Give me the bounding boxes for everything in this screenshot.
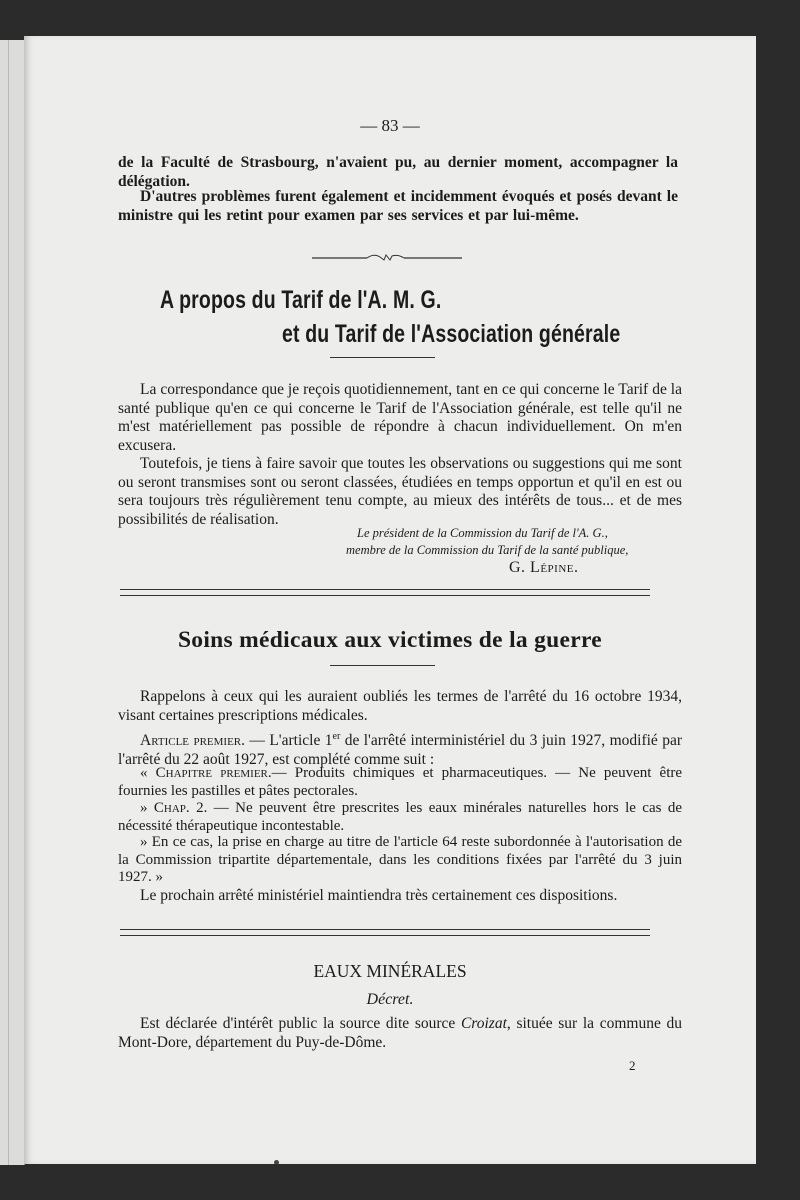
section1-paragraph-2 (118, 455, 682, 529)
section2-title-underline (330, 665, 435, 666)
intro-paragraph-2 (118, 187, 678, 225)
title-underline (330, 357, 435, 358)
adjacent-page-edge (0, 40, 25, 1165)
prise-en-charge-text: » En ce cas, la prise en charge au titre de l'article 64 reste subordonnée à l'autorisation de la Commission tripartite départementale, dans les conditions fixées par l'arrêté du 3 juin 1927. » (118, 834, 682, 885)
section2-title: Soins médicaux aux victimes de la guerre (177, 627, 603, 653)
article-text-b: de l'arrêté interministériel du 3 juin 1927, modifié par l'arrêté du 22 août 1927, est complété comme suit : (118, 732, 682, 768)
chapter-1-prefix: « (140, 765, 156, 781)
section1-paragraph-2-text: Toutefois, je tiens à faire savoir que toutes les observations ou suggestions qui me sont ou seront transmises sont ou seront classées, étudiées en temps opportun et qu'il en est ou sera toujours très régulièrement tenu compte, au mieux des intérêts de tous... et de mes possibilités de réalisation. (118, 455, 682, 528)
signature-title-2: membre de la Commission du Tarif de la santé publique, (346, 543, 629, 557)
signature-mark: 2 (629, 1058, 636, 1073)
page-number: — 83 — (360, 116, 420, 135)
section3-paragraph (118, 1015, 682, 1052)
section3-title: EAUX MINÉRALES (313, 961, 467, 981)
chapter-2-label: Chap. 2. (153, 800, 208, 816)
ornament-divider (312, 252, 462, 262)
section1-title-line2: et du Tarif de l'Association générale (282, 320, 621, 348)
section1-title-line1: A propos du Tarif de l'A. M. G. (160, 286, 442, 314)
section3-text-a: Est déclarée d'intérêt public la source dite source (140, 1015, 461, 1032)
chapter-2-prefix: » (140, 800, 154, 816)
section3-source-name: Croizat (460, 1015, 507, 1032)
section3-text-b: , située sur la commune du Mont-Dore, département du Puy-de-Dôme. (118, 1015, 683, 1051)
article-superscript: er (332, 731, 341, 742)
section1-paragraph-1 (118, 381, 682, 455)
section2-paragraph-1 (118, 688, 682, 725)
article-premier-paragraph (118, 728, 682, 769)
prise-en-charge-paragraph (118, 834, 682, 887)
signature-name: G. Lépine. (509, 559, 579, 576)
intro-paragraph-2-text: D'autres problèmes furent également et incidemment évoqués et posés devant le ministre qui les retint pour examen par ses services et par lui-même. (118, 188, 678, 224)
article-label: Article premier. (140, 732, 245, 750)
section2-paragraph-1-text: Rappelons à ceux qui les auraient oubliés les termes de l'arrêté du 16 octobre 1934, visant certaines prescriptions médicales. (118, 688, 682, 724)
section1-paragraph-1-text: La correspondance que je reçois quotidiennement, tant en ce qui concerne le Tarif de la santé publique qu'en ce qui concerne le Tarif de l'Association générale, est telle qu'il ne m'est matériellement pas possible de répondre à chacun individuellement. On m'en excusera. (118, 381, 682, 454)
article-text-a: — L'article 1 (245, 732, 333, 750)
section2-final-paragraph (118, 887, 682, 906)
section2-final-text: Le prochain arrêté ministériel maintiendra très certainement ces dispositions. (140, 887, 618, 904)
double-rule-divider-2 (120, 929, 650, 936)
chapter-2-paragraph (118, 800, 682, 835)
intro-paragraph-1: de la Faculté de Strasbourg, n'avaient pu, au dernier moment, accompagner la délégation. (118, 154, 678, 190)
section3-subtitle: Décret. (366, 991, 414, 1008)
double-rule-divider (120, 589, 650, 596)
chapter-1-label: Chapitre premier. (155, 765, 272, 781)
chapter-1-text: — Produits chimiques et pharmaceutiques. — Ne peuvent être fournies les pastilles et pâtes pectorales. (118, 765, 683, 799)
chapter-1-paragraph (118, 765, 682, 800)
signature-title-1: Le président de la Commission du Tarif de l'A. G., (357, 526, 608, 540)
binding-hole (274, 1160, 279, 1164)
chapter-2-text: — Ne peuvent être prescrites les eaux minérales naturelles hors le cas de nécessité thérapeutique incontestable. (118, 800, 683, 834)
document-page (24, 36, 756, 1164)
